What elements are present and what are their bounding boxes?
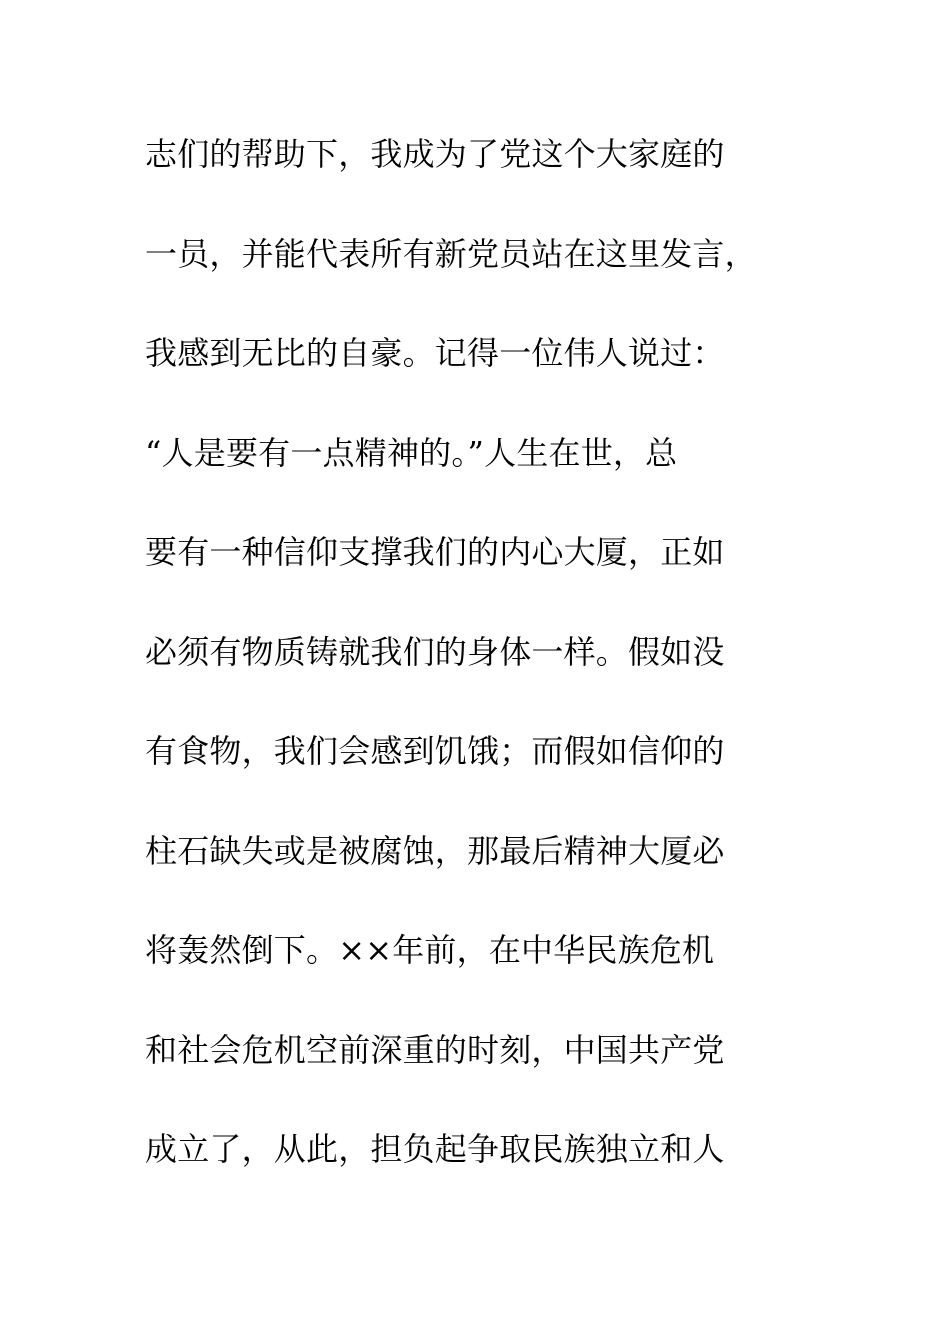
body-text	[145, 129, 805, 1224]
text-line-1: 志们的帮助下，我成为了党这个大家庭的	[145, 135, 725, 173]
text-line-6: 必须有物质铸就我们的身体一样。假如没	[145, 632, 725, 671]
text-line-2: 一员，并能代表所有新党员站在这里发言，	[145, 234, 757, 273]
text-line-9: 将轰然倒下。××年前，在中华民族危机	[145, 931, 715, 969]
text-line-3: 我感到无比的自豪。记得一位伟人说过：	[145, 334, 725, 372]
text-line-7: 有食物，我们会感到饥饿；而假如信仰的	[145, 732, 725, 770]
text-line-10: 和社会危机空前深重的时刻，中国共产党	[145, 1030, 725, 1069]
text-line-8: 柱石缺失或是被腐蚀，那最后精神大厦必	[145, 831, 725, 870]
text-line-11: 成立了，从此，担负起争取民族独立和人	[145, 1130, 725, 1168]
text-line-4: “人是要有一点精神的。”人生在世，总	[145, 433, 678, 472]
text-line-5: 要有一种信仰支撑我们的内心大厦，正如	[145, 533, 725, 571]
